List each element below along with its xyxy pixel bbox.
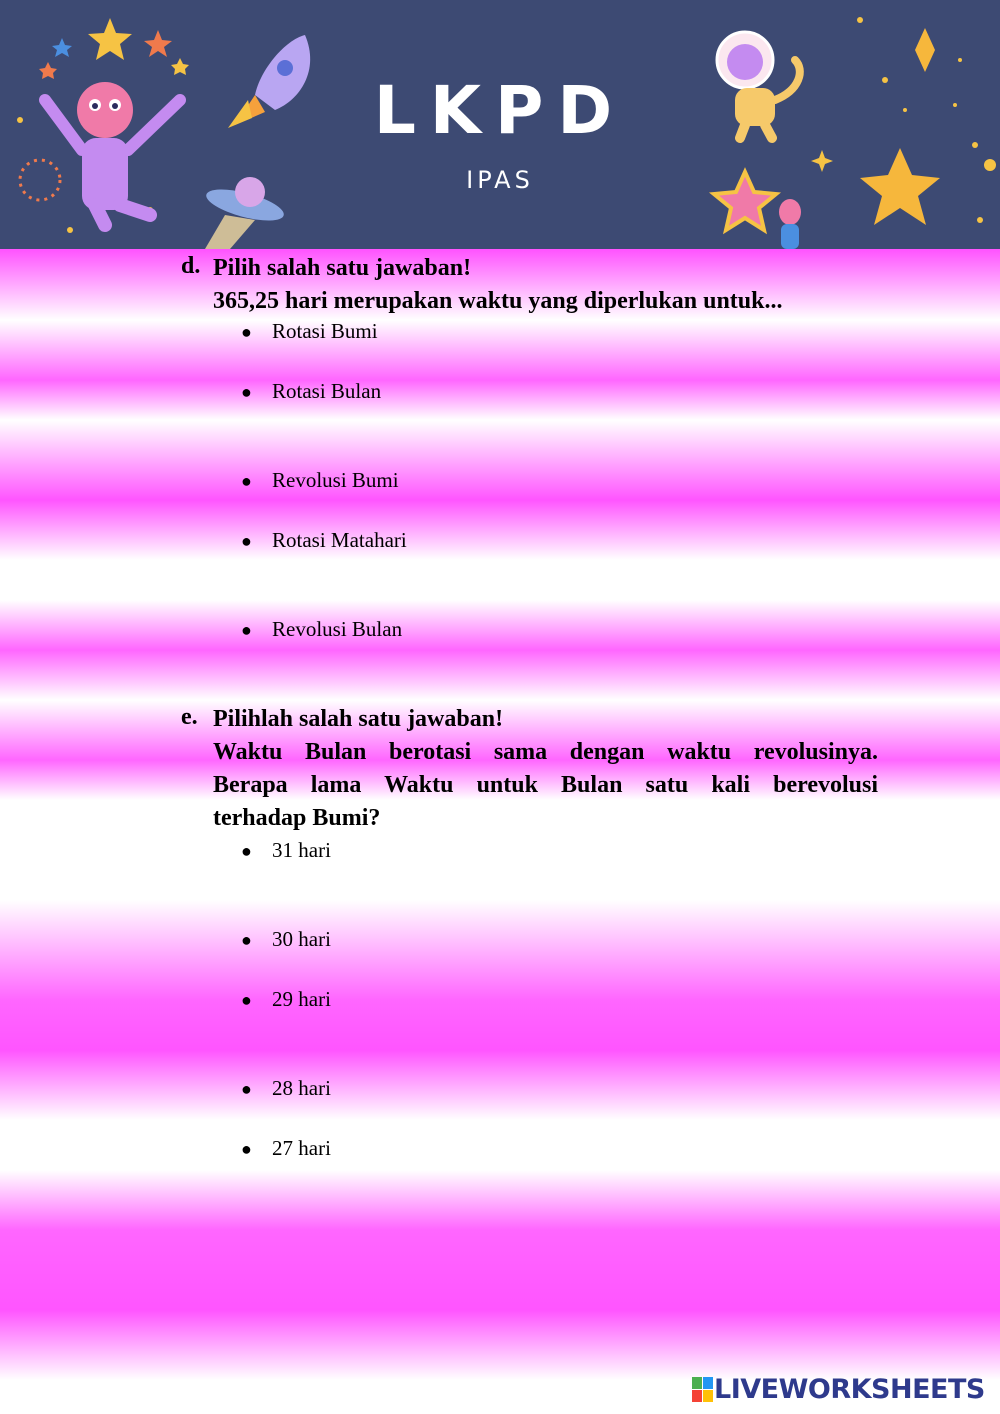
bullet-icon: ● (241, 620, 252, 640)
option-item[interactable] (241, 319, 378, 344)
option-item[interactable] (241, 468, 399, 493)
question-e-letter: e. (181, 704, 198, 730)
question-d-letter: d. (181, 253, 201, 279)
liveworksheets-logo-icon (692, 1377, 714, 1403)
option-item[interactable] (241, 617, 402, 642)
option-item[interactable] (241, 1136, 331, 1161)
option-label: Revolusi Bulan (272, 617, 403, 641)
bullet-icon: ● (241, 841, 252, 861)
option-label: Revolusi Bumi (272, 468, 399, 492)
question-e-text-line: Waktu Bulan berotasi sama dengan waktu revolusinya. (213, 739, 878, 765)
bullet-icon: ● (241, 322, 252, 342)
page-subtitle: IPAS (466, 166, 534, 194)
option-label: 31 hari (272, 838, 331, 862)
option-label: 28 hari (272, 1076, 331, 1100)
bullet-icon: ● (241, 1139, 252, 1159)
option-label: 29 hari (272, 987, 331, 1011)
question-e-prompt: Pilihlah salah satu jawaban! (213, 706, 504, 732)
bullet-icon: ● (241, 1079, 252, 1099)
brand-name: LIVEWORKSHEETS (714, 1374, 985, 1405)
header-banner (0, 0, 1000, 249)
question-e-text-line: Berapa lama Waktu untuk Bulan satu kali berevolusi (213, 772, 878, 798)
option-item[interactable] (241, 528, 407, 553)
bullet-icon: ● (241, 990, 252, 1010)
option-label: Rotasi Bulan (272, 379, 382, 403)
option-label: 30 hari (272, 927, 331, 951)
bullet-icon: ● (241, 531, 252, 551)
option-label: Rotasi Matahari (272, 528, 407, 552)
liveworksheets-brand[interactable] (692, 1374, 985, 1405)
option-item[interactable] (241, 379, 381, 404)
option-item[interactable] (241, 927, 331, 952)
question-e-text-line: terhadap Bumi? (213, 805, 381, 831)
option-label: 27 hari (272, 1136, 331, 1160)
alien-icon (779, 199, 801, 249)
question-d-prompt: Pilih salah satu jawaban! (213, 255, 472, 281)
bullet-icon: ● (241, 471, 252, 491)
option-item[interactable] (241, 1076, 331, 1101)
question-d-text: 365,25 hari merupakan waktu yang diperlukan untuk... (213, 288, 783, 314)
option-item[interactable] (241, 987, 331, 1012)
page-title: LKPD (373, 72, 627, 149)
bullet-icon: ● (241, 930, 252, 950)
bullet-icon: ● (241, 382, 252, 402)
option-label: Rotasi Bumi (272, 319, 378, 343)
option-item[interactable] (241, 838, 331, 863)
